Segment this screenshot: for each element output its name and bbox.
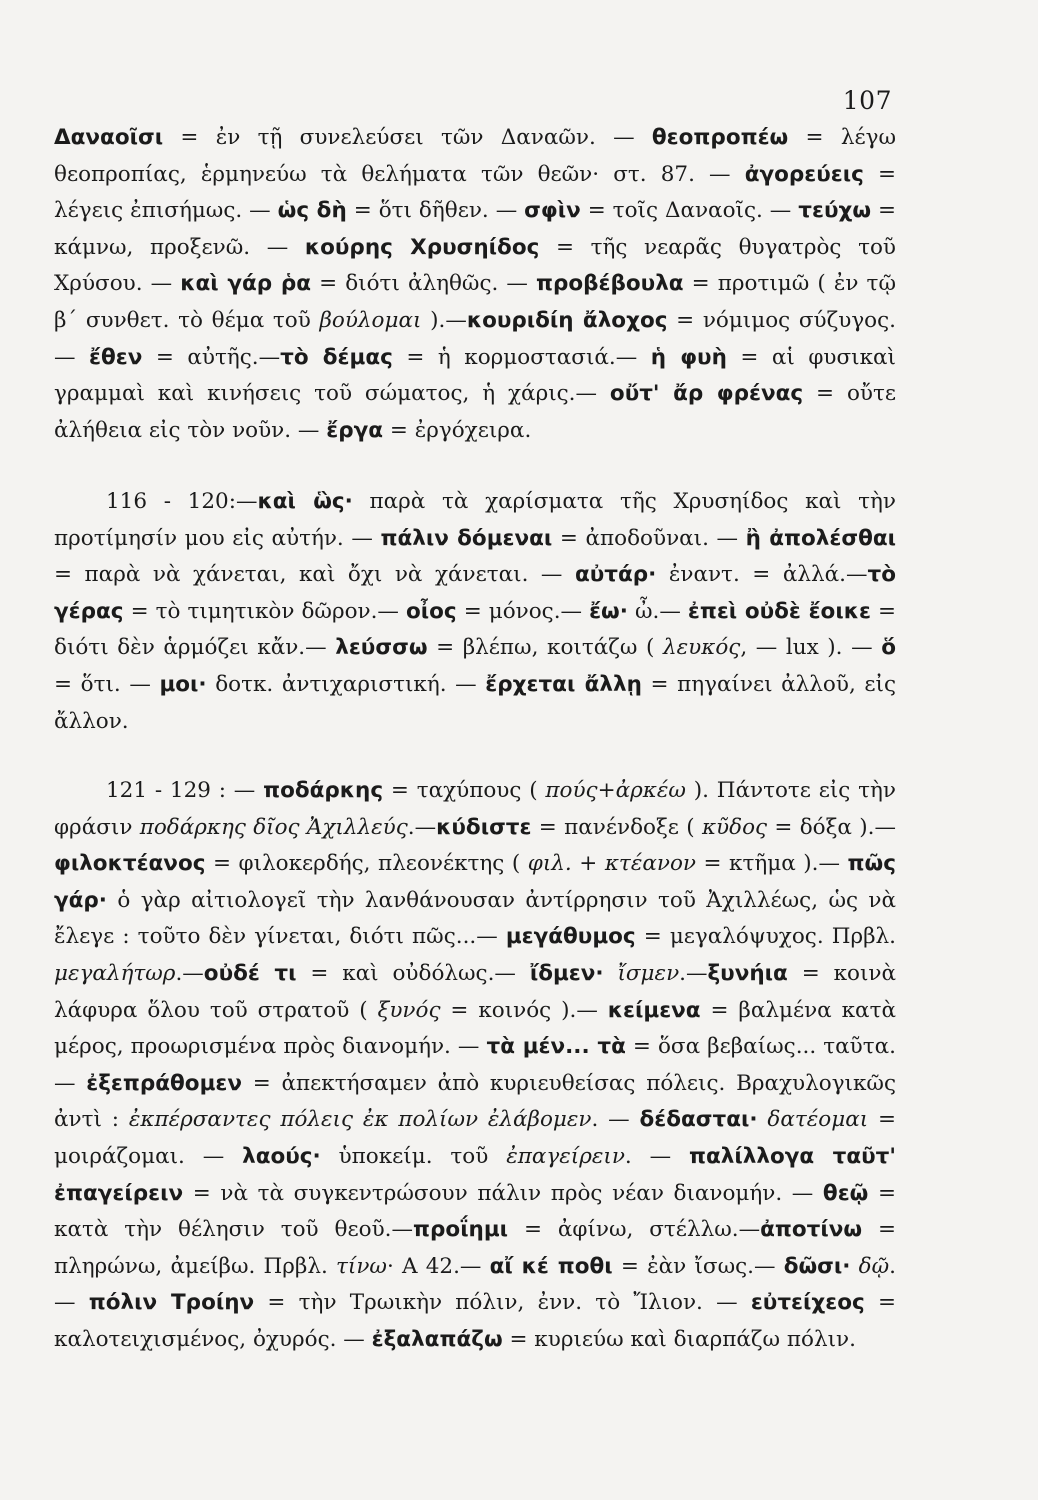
gloss-text: = πληρώνω, ἀμείβω. Πρβλ. [54, 1217, 896, 1279]
gloss-text: = ἐργόχειρα. [383, 417, 532, 443]
headword: ἀγορεύεις [744, 161, 864, 187]
headword: ἐξεπράθομεν [86, 1070, 243, 1096]
gloss-text: = ὅσα βεβαίως... ταῦτα.— [54, 1034, 896, 1096]
headword: ποδάρκης [263, 778, 384, 803]
gloss-text: = λέγω θεοπροπίας, ἑρμηνεύω τὰ θελήματα τῶν θεῶν· στ. 87. — [54, 125, 896, 187]
headword: μεγάθυμος [505, 924, 636, 950]
gloss-text: = ἀπεκτήσαμεν ἀπὸ κυριευθείσας πόλεις. Βραχυλογικῶς ἀντὶ : [54, 1070, 896, 1133]
headword: οὐδέ τι [203, 960, 297, 986]
headword: λαούς· [242, 1143, 321, 1169]
gloss-text: = κάμνω, προξενῶ. — [54, 198, 896, 260]
italic-term: μεγαλήτωρ [54, 960, 176, 986]
headword: προΐημι [412, 1217, 509, 1243]
gloss-text: = φιλοκερδής, πλεονέκτης ( [205, 851, 528, 877]
gloss-text: = πανένδοξε ( [531, 814, 702, 840]
page-number: 107 [842, 86, 892, 115]
headword: μοι· [159, 671, 207, 697]
headword: ἴδμεν· [529, 960, 604, 986]
headword: προβέβουλα [536, 271, 684, 297]
headword: πάλιν δόμεναι [380, 525, 553, 551]
italic-term: ξυνός [377, 997, 441, 1023]
gloss-text: = λέγεις ἐπισήμως. — [54, 161, 896, 224]
gloss-text: + [571, 851, 605, 877]
gloss-text: 116 - 120:— [106, 489, 258, 514]
gloss-text [604, 961, 618, 986]
headword: Δαναοῖσι [54, 125, 164, 150]
italic-term: δῷ [858, 1253, 890, 1279]
gloss-text: = προτιμῶ ( ἐν τῷ β΄ συνθετ. τὸ θέμα τοῦ [54, 271, 896, 333]
headword: ἡ φυὴ [650, 344, 727, 370]
gloss-text: = πηγαίνει ἀλλοῦ, εἰς ἄλλον. [54, 671, 896, 734]
gloss-text: .— [54, 1253, 896, 1316]
headword: δῶσι· [783, 1253, 851, 1279]
gloss-text: = οὔτε ἀλήθεια εἰς τὸν νοῦν. — [54, 381, 896, 443]
gloss-text: = αὐτῆς.— [142, 344, 281, 370]
gloss-text: = βλέπω, κοιτάζω ( [427, 635, 663, 661]
italic-term: λευκός [663, 635, 741, 661]
italic-term: δατέομαι [767, 1107, 869, 1133]
headword: τεύχω [798, 198, 872, 224]
headword: τὰ μέν... τὰ [486, 1034, 626, 1060]
headword: πῶς γάρ· [54, 851, 896, 913]
gloss-text: = ἐν τῇ συνελεύσει τῶν Δαναῶν. — [163, 125, 652, 150]
gloss-text: , — lux ). — [740, 635, 882, 661]
headword: κουριδίη ἄλοχος [466, 307, 668, 333]
gloss-text: = μόνος.— [456, 598, 590, 624]
gloss-text: · Α 42.— [386, 1253, 490, 1279]
gloss-text: = κατὰ τὴν θέλησιν τοῦ θεοῦ.— [54, 1180, 896, 1243]
headword: σφὶν [524, 198, 581, 224]
headword: ξυνήια [707, 960, 788, 986]
italic-term: κῦδος [701, 814, 768, 840]
headword: ἀποτίνω [760, 1217, 863, 1243]
gloss-text: δοτκ. ἀντιχαριστική. — [206, 671, 486, 697]
headword: λεύσσω [335, 635, 428, 661]
gloss-text: = κοινὰ λάφυρα ὅλου τοῦ στρατοῦ ( [54, 960, 896, 1023]
headword: ὡς δὴ [277, 198, 347, 224]
gloss-text: = μεγαλόψυχος. Πρβλ. [635, 924, 896, 950]
italic-term: ἐπαγείρειν [506, 1143, 625, 1169]
gloss-text: = κυριεύω καὶ διαρπάζω πόλιν. [502, 1326, 856, 1352]
headword: οἶος [405, 598, 457, 624]
gloss-text: = ὅτι. — [54, 671, 160, 697]
gloss-text: = παρὰ νὰ χάνεται, καὶ ὄχι νὰ χάνεται. — [54, 562, 575, 588]
commentary-paragraph-2 [54, 484, 896, 740]
gloss-text: = ὅτι δῆθεν. — [346, 198, 525, 224]
headword: ἐξαλαπάζω [371, 1326, 503, 1352]
headword: εὐτείχεος [750, 1290, 865, 1316]
gloss-text: = διότι δὲν ἁρμόζει κἄν.— [54, 598, 896, 661]
headword: οὔτ' ἄρ φρένας [609, 381, 804, 407]
headword: δέδασται· [639, 1107, 758, 1133]
headword: παλίλλογα ταῦτ' ἐπαγείρειν [54, 1143, 896, 1206]
gloss-text [850, 1254, 858, 1279]
headword: αὐτάρ· [574, 562, 657, 588]
headword: κούρης Χρυσηίδος [304, 234, 540, 260]
headword: κείμενα [607, 997, 701, 1023]
gloss-text: = ἀποδοῦναι. — [552, 525, 746, 551]
headword: καὶ γάρ ῥα [180, 271, 312, 297]
headword: ἔω· [589, 598, 628, 624]
headword: κύδιστε [436, 814, 532, 840]
headword: ἐπεὶ οὐδὲ ἔοικε [687, 598, 871, 624]
gloss-text: ἐναντ. = ἀλλά.— [656, 562, 868, 588]
gloss-text: = ἀφίνω, στέλλω.— [508, 1217, 761, 1243]
headword: τὸ δέμας [280, 344, 393, 370]
headword: θεῷ [822, 1180, 869, 1206]
italic-term: τίνω [336, 1253, 387, 1279]
headword: φιλοκτέανος [54, 851, 206, 877]
commentary-paragraph-3 [54, 773, 896, 1359]
gloss-text: . — [591, 1107, 640, 1133]
headword: θεοπροπέω [651, 125, 789, 150]
headword: ἢ ἀπολέσθαι [745, 525, 896, 551]
gloss-text: = ἡ κορμοστασιά.— [392, 344, 651, 370]
italic-term: πούς+ἀρκέω [545, 778, 686, 803]
italic-term: βούλομαι [319, 307, 422, 333]
gloss-text: = νὰ τὰ συγκεντρώσουν πάλιν πρὸς νέαν διανομήν. — [183, 1180, 823, 1206]
gloss-text: = τὴν Τρωικὴν πόλιν, ἐνν. τὸ Ἴλιον. — [254, 1290, 751, 1316]
gloss-text: ὁ γὰρ αἰτιολογεῖ τὴν λανθάνουσαν ἀντίρρησιν τοῦ Ἀχιλλέως, ὡς νὰ ἔλεγε : τοῦτο δὲν γίνεται, διότι πῶς...— [54, 887, 896, 950]
gloss-text: = καὶ οὐδόλως.— [296, 960, 530, 986]
gloss-text [758, 1107, 768, 1132]
gloss-text: = καλοτειχισμένος, ὀχυρός. — [54, 1290, 896, 1352]
headword: τὸ γέρας [54, 562, 896, 624]
gloss-text: = διότι ἀληθῶς. — [311, 271, 536, 297]
gloss-text: = ταχύπους ( [383, 778, 546, 803]
italic-term: ἴσμεν [617, 960, 680, 986]
headword: ἔργα [326, 417, 384, 443]
gloss-text: = ἐὰν ἴσως.— [612, 1253, 784, 1279]
gloss-text: ). Πάντοτε εἰς τὴν φράσιν [54, 778, 896, 840]
gloss-text: .— [407, 814, 437, 840]
gloss-text: = αἱ φυσικαὶ γραμμαὶ καὶ κινήσεις τοῦ σώματος, ἡ χάρις.— [54, 344, 896, 407]
commentary-paragraph-1 [54, 120, 896, 449]
gloss-text: = τὸ τιμητικὸν δῶρον.— [123, 598, 406, 624]
italic-term: ἐκπέρσαντες πόλεις ἐκ πολίων ἐλάβομεν [128, 1107, 592, 1133]
gloss-text: = τοῖς Δαναοῖς. — [580, 198, 799, 224]
gloss-text: = μοιράζομαι. — [54, 1107, 896, 1169]
gloss-text: ὦ.— [627, 598, 688, 624]
italic-term: κτέανον [604, 851, 696, 877]
gloss-text: = νόμιμος σύζυγος.— [54, 307, 897, 370]
gloss-text: = κοινός ).— [440, 997, 608, 1023]
italic-term: ποδάρκης δῖος Ἀχιλλεύς [139, 814, 408, 840]
headword: ὅ [881, 635, 896, 661]
gloss-text: . — [624, 1143, 689, 1169]
gloss-text: 121 - 129 : — [106, 778, 264, 803]
gloss-text: = βαλμένα κατὰ μέρος, προωρισμένα πρὸς διανομήν. — [54, 997, 896, 1060]
gloss-text: = κτῆμα ).— [695, 851, 848, 877]
gloss-text: ὑποκείμ. τοῦ [320, 1143, 507, 1169]
gloss-text: = τῆς νεαρᾶς θυγατρὸς τοῦ Χρύσου. — [54, 234, 896, 297]
headword: καὶ ὣς· [257, 489, 353, 514]
headword: ἔθεν [89, 344, 143, 370]
headword: ἔρχεται ἄλλῃ [485, 671, 642, 697]
gloss-text: .— [679, 960, 708, 986]
italic-term: φιλ. [527, 851, 572, 877]
gloss-text: παρὰ τὰ χαρίσματα τῆς Χρυσηίδος καὶ τὴν προτίμησίν μου εἰς αὐτήν. — [54, 489, 896, 551]
gloss-text: ).— [421, 307, 467, 333]
headword: αἴ κέ ποθι [489, 1253, 613, 1279]
headword: πόλιν Τροίην [88, 1290, 255, 1316]
gloss-text: = δόξα ).— [767, 814, 896, 840]
gloss-text: .— [175, 960, 204, 986]
